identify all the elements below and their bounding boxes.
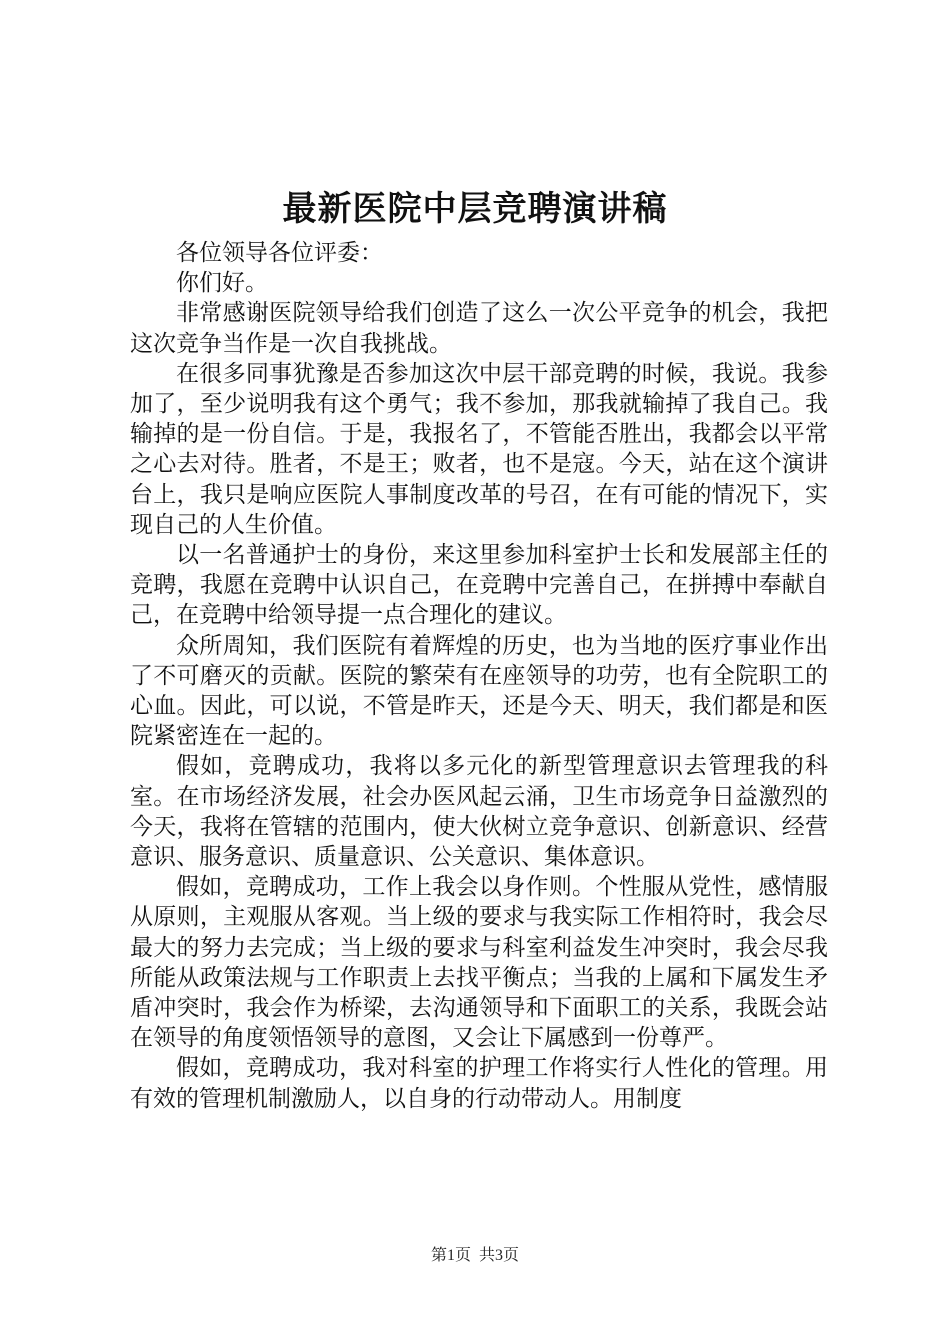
paragraph: 以一名普通护士的身份，来这里参加科室护士长和发展部主任的竞聘，我愿在竞聘中认识自己，在竞聘中完善自己，在拼搏中奉献自己，在竞聘中给领导提一点合理化的建议。 <box>130 542 828 629</box>
paragraph: 假如，竞聘成功，我将以多元化的新型管理意识去管理我的科室。在市场经济发展，社会办医风起云涌，卫生市场竞争日益激烈的今天，我将在管辖的范围内，使大伙树立竞争意识、创新意识、经营意识、服务意识、质量意识、公关意识、集体意识。 <box>130 753 828 871</box>
paragraph: 众所周知，我们医院有着辉煌的历史，也为当地的医疗事业作出了不可磨灭的贡献。医院的繁荣有在座领导的功劳，也有全院职工的心血。因此，可以说，不管是昨天，还是今天、明天，我们都是和医院紧密连在一起的。 <box>130 632 828 750</box>
paragraph: 非常感谢医院领导给我们创造了这么一次公平竞争的机会，我把这次竞争当作是一次自我挑战。 <box>130 300 828 357</box>
paragraph: 假如，竞聘成功，工作上我会以身作则。个性服从党性，感情服从原则，主观服从客观。当上级的要求与我实际工作相符时，我会尽最大的努力去完成；当上级的要求与科室利益发生冲突时，我会尽我所能从政策法规与工作职责上去找平衡点；当我的上属和下属发生矛盾冲突时，我会作为桥梁，去沟通领导和下面职工的关系，我既会站在领导的角度领悟领导的意图，又会让下属感到一份尊严。 <box>130 874 828 1052</box>
paragraph: 在很多同事犹豫是否参加这次中层干部竞聘的时候，我说。我参加了，至少说明我有这个勇气；我不参加，那我就输掉了我自己。我输掉的是一份自信。于是，我报名了，不管能否胜出，我都会以平常之心去对待。胜者，不是王；败者，也不是寇。今天，站在这个演讲台上，我只是响应医院人事制度改革的号召，在有可能的情况下，实现自己的人生价值。 <box>130 360 828 538</box>
document-title: 最新医院中层竞聘演讲稿 <box>282 189 668 229</box>
page-footer <box>0 1245 950 1267</box>
document-body <box>130 238 828 1114</box>
paragraph: 假如，竞聘成功，我对科室的护理工作将实行人性化的管理。用有效的管理机制激励人，以自身的行动带动人。用制度 <box>130 1055 828 1112</box>
page-total: 共3页 <box>479 1247 520 1264</box>
page-number: 第1页 <box>430 1247 471 1264</box>
paragraph-greeting: 你们好。 <box>176 270 268 297</box>
paragraph-salutation: 各位领导各位评委： <box>176 240 383 266</box>
